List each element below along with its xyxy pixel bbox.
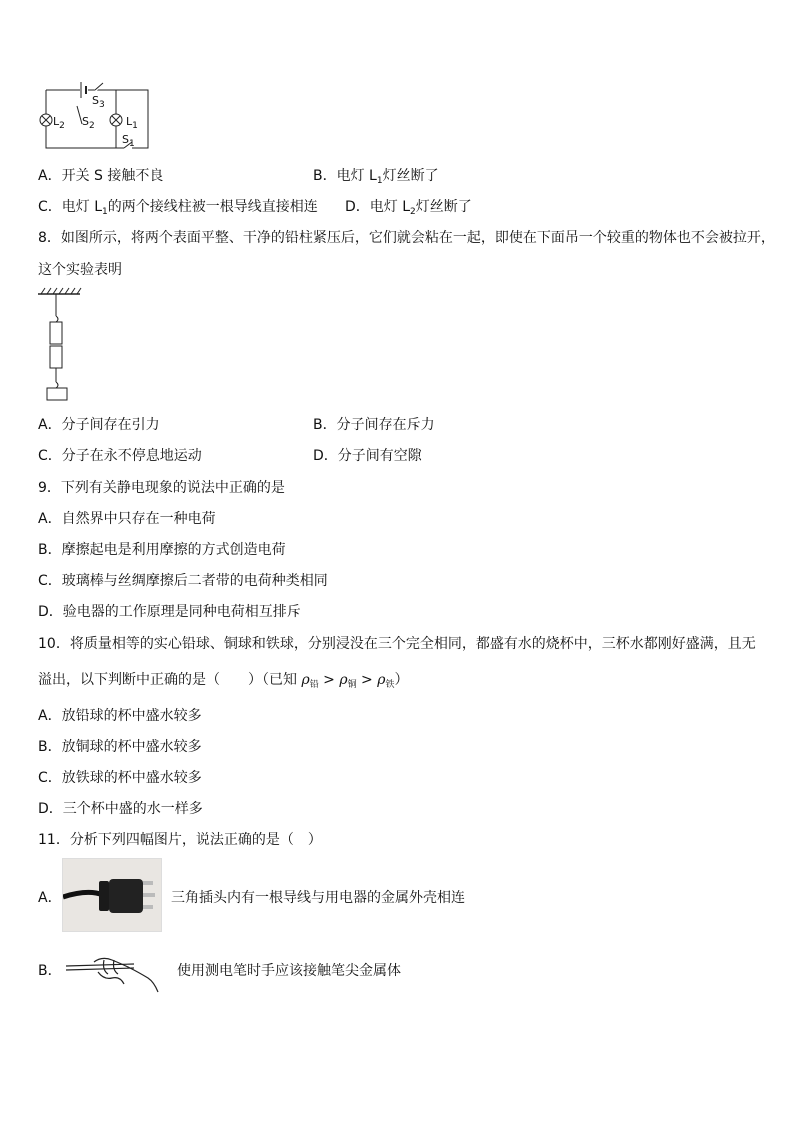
- q9-option-a: A．自然界中只存在一种电荷: [38, 511, 216, 527]
- q9-option-c: C．玻璃棒与丝绸摩擦后二者带的电荷种类相同: [38, 573, 328, 589]
- lead-cylinder-figure: [36, 286, 82, 404]
- q10-stem-line1: 10．将质量相等的实心铅球、铜球和铁球，分别浸没在三个完全相同，都盛有水的烧杯中，三杯水都刚好盛满，且无: [38, 636, 756, 652]
- q11-option-a-text: 三角插头内有一根导线与用电器的金属外壳相连: [171, 890, 465, 906]
- q11-option-a-label: A．: [38, 890, 62, 906]
- q10-option-d: D．三个杯中盛的水一样多: [38, 801, 203, 817]
- q10-option-b: B．放铜球的杯中盛水较多: [38, 739, 202, 755]
- circuit-label-s1: $S_1$: [122, 133, 135, 149]
- q10-stem-line2: 溢出，以下判断中正确的是（ ）（已知 $\rho_铅 > \rho_铜 > \rho_铁$）: [38, 672, 409, 690]
- circuit-label-s3: $S_3$: [92, 94, 105, 110]
- q8-stem-line1: 8．如图所示，将两个表面平整、干净的铅柱紧压后，它们就会粘在一起，即使在下面吊一个较重的物体也不会被拉开，: [38, 230, 775, 246]
- q11-option-b-label: B．: [38, 963, 62, 979]
- q9-option-b: B．摩擦起电是利用摩擦的方式创造电荷: [38, 542, 286, 558]
- test-pen-hand-image: [64, 950, 164, 996]
- q8-option-c: C．分子在永不停息地运动: [38, 448, 202, 464]
- q11-option-b-text: 使用测电笔时手应该接触笔尖金属体: [177, 963, 401, 979]
- q10-option-c: C．放铁球的杯中盛水较多: [38, 770, 202, 786]
- q7-option-a: A．开关 S 接触不良: [38, 168, 164, 184]
- q7-option-c: C．电灯 $L_1$的两个接线柱被一根导线直接相连: [38, 199, 318, 217]
- three-prong-plug-image: [62, 858, 162, 932]
- q8-stem-line2: 这个实验表明: [38, 262, 122, 278]
- q8-option-b: B．分子间存在斥力: [313, 417, 435, 433]
- circuit-label-l2: $L_2$: [53, 115, 65, 131]
- q9-stem: 9．下列有关静电现象的说法中正确的是: [38, 480, 285, 496]
- circuit-label-l1: $L_1$: [126, 115, 138, 131]
- q11-stem: 11．分析下列四幅图片，说法正确的是（ ）: [38, 832, 322, 848]
- q7-option-d: D．电灯 $L_2$灯丝断了: [345, 199, 472, 217]
- q9-option-d: D．验电器的工作原理是同种电荷相互排斥: [38, 604, 301, 620]
- circuit-label-s2: $S_2$: [82, 115, 95, 131]
- q7-option-b: B．电灯 $L_1$灯丝断了: [313, 168, 439, 186]
- q10-option-a: A．放铅球的杯中盛水较多: [38, 708, 202, 724]
- q8-option-a: A．分子间存在引力: [38, 417, 160, 433]
- q8-option-d: D．分子间有空隙: [313, 448, 422, 464]
